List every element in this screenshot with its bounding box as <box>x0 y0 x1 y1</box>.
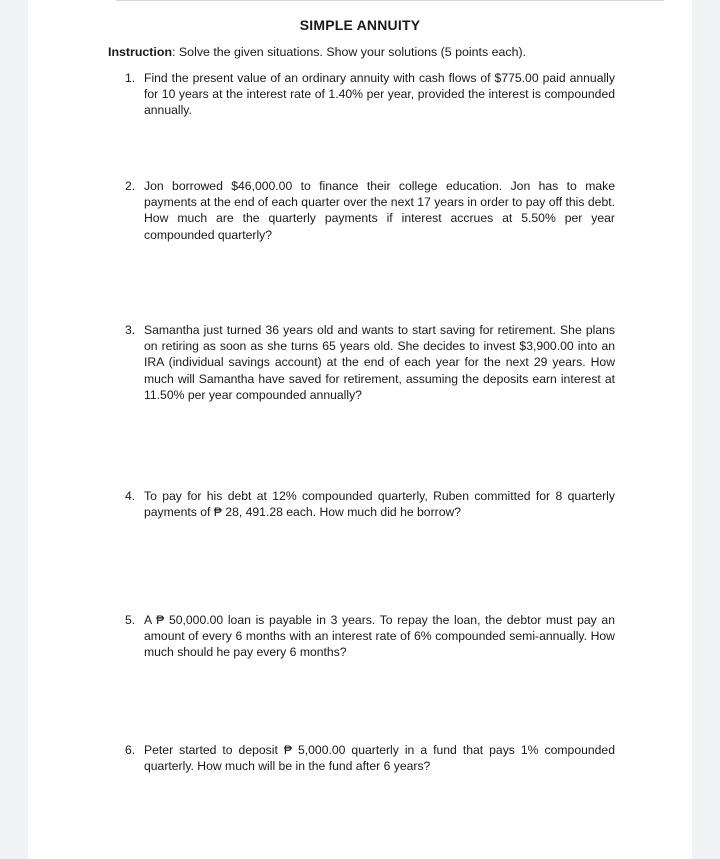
page-title: SIMPLE ANNUITY <box>299 17 421 33</box>
instruction <box>108 45 526 59</box>
top-divider <box>116 0 664 1</box>
question-item <box>125 612 615 661</box>
question-number: 2. <box>125 179 136 193</box>
question-number: 6. <box>125 743 136 757</box>
question-item <box>125 178 615 243</box>
question-item <box>125 742 615 774</box>
instruction-label: Instruction <box>108 45 173 59</box>
question-text: A ₱ 50,000.00 loan is payable in 3 years. To repay the loan, the debtor must pay an amount of every 6 months with an interest rate of 6% compounded semi-annually. How much should he pay every 6 months? <box>144 613 615 660</box>
question-item <box>125 488 615 520</box>
question-number: 1. <box>125 71 136 85</box>
question-number: 4. <box>125 489 136 503</box>
question-text: Jon borrowed $46,000.00 to finance their college education. Jon has to make payments at the end of each quarter over the next 17 years in order to pay off this debt. How much are the quarterly payments if interest accrues at 5.50% per year compounded quarterly? <box>144 179 615 242</box>
question-text: Peter started to deposit ₱ 5,000.00 quarterly in a fund that pays 1% compounded quarterly. How much will be in the fund after 6 years? <box>144 743 615 774</box>
question-text: To pay for his debt at 12% compounded quarterly, Ruben committed for 8 quarterly payments of ₱ 28, 491.28 each. How much did he borrow? <box>144 489 615 520</box>
question-text: Samantha just turned 36 years old and wants to start saving for retirement. She plans on retiring as soon as she turns 65 years old. She decides to invest $3,900.00 into an IRA (individual savings account) at the end of each year for the next 29 years. How much will Samantha have saved for retirement, assuming the deposits earn interest at 11.50% per year compounded annually? <box>144 323 615 402</box>
question-item <box>125 322 615 403</box>
instruction-text: : Solve the given situations. Show your solutions (5 points each). <box>172 45 527 59</box>
question-number: 5. <box>125 613 136 627</box>
question-item <box>125 70 615 119</box>
question-text: Find the present value of an ordinary annuity with cash flows of $775.00 paid annually for 10 years at the interest rate of 1.40% per year, provided the interest is compounded annually. <box>144 71 615 118</box>
question-number: 3. <box>125 323 136 337</box>
document-page <box>28 0 692 859</box>
